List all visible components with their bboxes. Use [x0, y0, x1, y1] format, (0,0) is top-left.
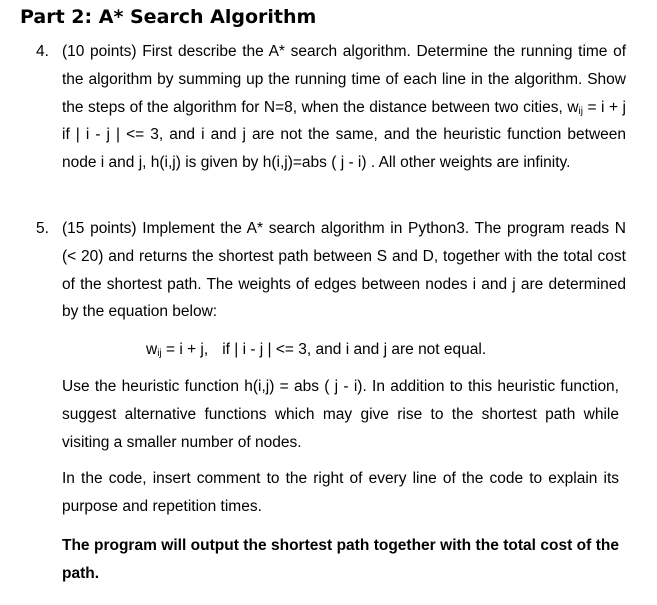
comment-paragraph: In the code, insert comment to the right of every line of the code to explain its purpose and repetition times. — [62, 470, 619, 515]
question-text — [62, 38, 626, 177]
weight-variable: $w_{ij}$ — [567, 98, 583, 117]
question-points: (15 points) — [62, 220, 137, 237]
question-number: 4. — [36, 43, 49, 60]
question-intro: First describe the A* search algorithm. Determine the running time of the algorithm by summing up the running time of each line in the algorithm. Show the steps of the algorithm for N=8, when the distance between two cities, — [62, 43, 627, 116]
output-paragraph: The program will output the shortest path together with the total cost of the path. — [62, 537, 619, 582]
question-body: Implement the A* search algorithm in Python3. The program reads N (< 20) and returns the shortest path between S and D, together with the total cost of the shortest path. The weights of edges between nodes i and j are determined by the equation below: — [62, 220, 626, 321]
question-5 — [36, 215, 626, 326]
formula-rhs: = i + j, — [165, 341, 209, 358]
weight-formula — [146, 336, 486, 363]
heuristic-paragraph: Use the heuristic function h(i,j) = abs ( j - i). In addition to this heuristic function, suggest alternative functions which may give rise to the shortest path while visiting a smaller number of nodes. — [62, 378, 619, 451]
question-text — [62, 215, 626, 326]
section-heading: Part 2: A* Search Algorithm — [20, 6, 317, 28]
weight-rule: = i + j if | i - j | <= 3, and i and j are not the same, and the heuristic function between node i and j, h(i,j) is given by h(i,j)=abs ( j - i) . All other weights are infinity. — [62, 98, 627, 172]
formula-variable: $w_{ij}$ — [146, 341, 162, 359]
question-points: (10 points) — [62, 43, 137, 60]
question-number: 5. — [36, 220, 49, 237]
formula-condition: if | i - j | <= 3, and i and j are not equal. — [222, 341, 487, 358]
question-4 — [36, 38, 626, 177]
